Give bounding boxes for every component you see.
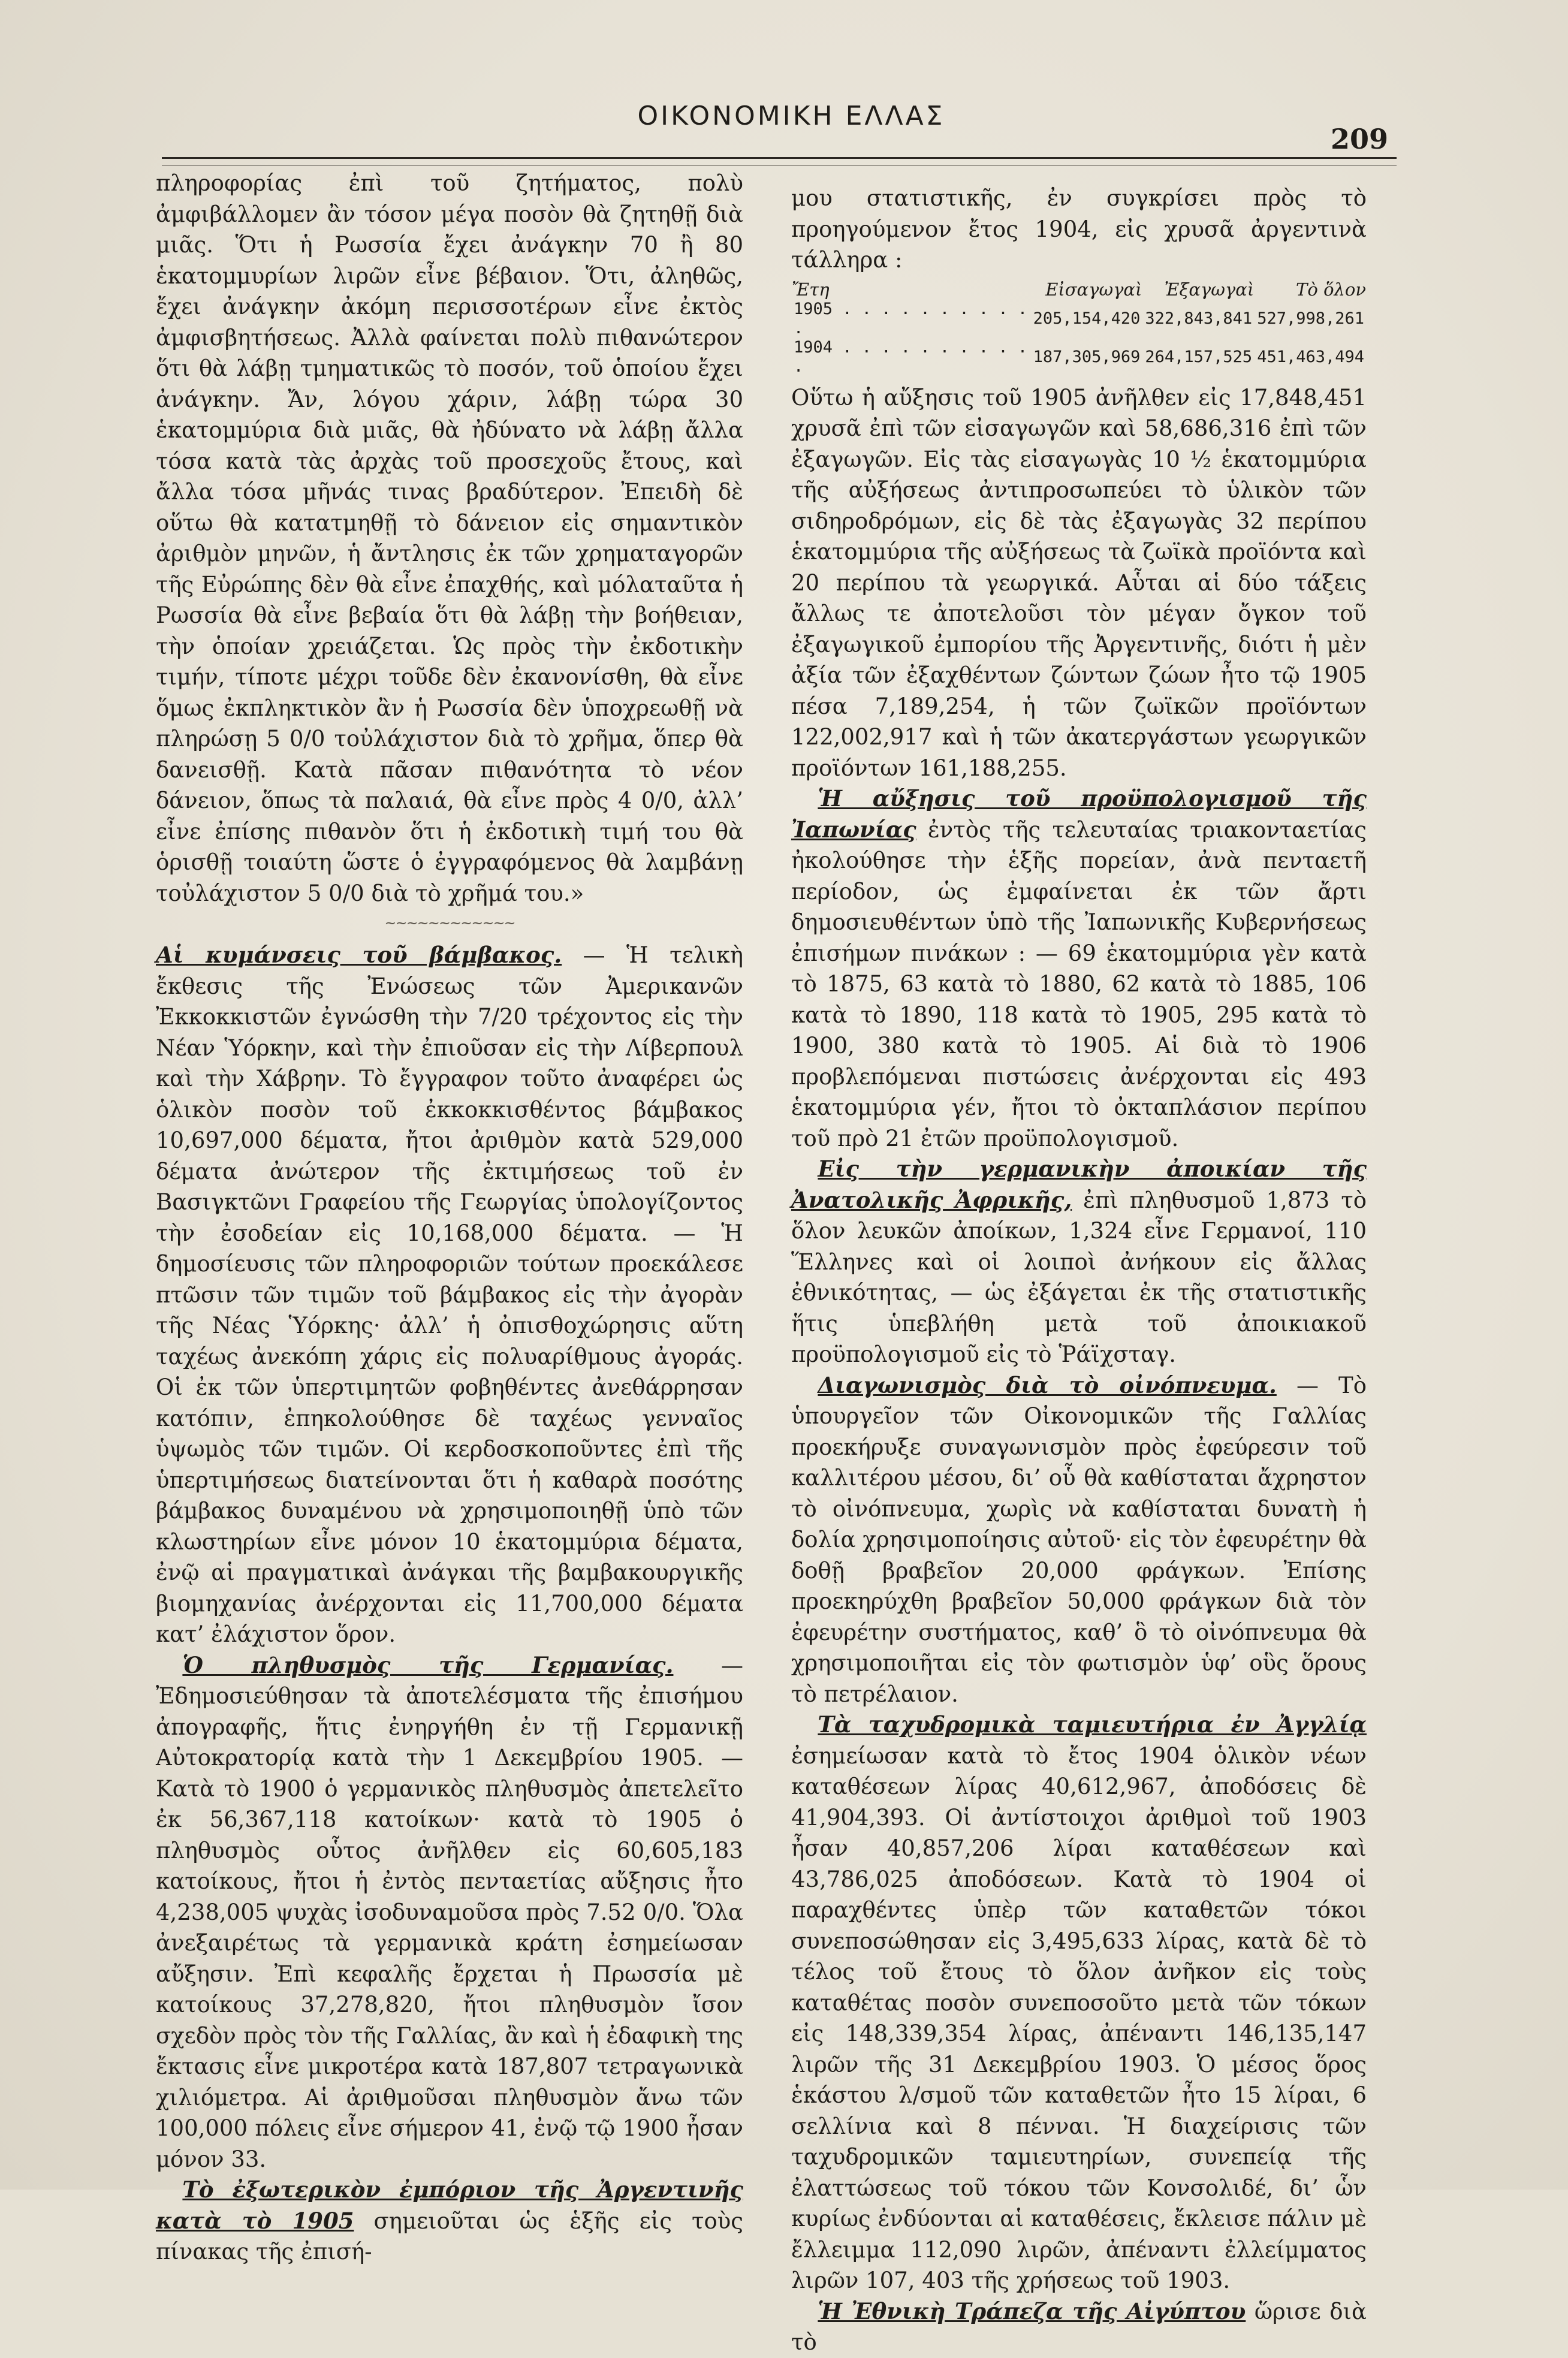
article-postal-savings [791, 1709, 1367, 2296]
section-body: ὥρισε διὰ τὸ [791, 2298, 1367, 2355]
section-body: ἐπὶ πληθυσμοῦ 1,873 τὸ ὅλον λευκῶν ἀποίκων, 1,324 εἶνε Γερμανοί, 110 Ἕλληνες καὶ οἱ λοιποὶ ἀνήκουν εἰς ἄλλας ἐθνικότητας, — ὡς ἐξάγεται ἐκ τῆς στατιστικῆς ἥτις ὑπεβλήθη μετὰ τοῦ ἀποικιακοῦ προϋπολογισμοῦ εἰς τὸ Ῥάϊχσταγ. [791, 1187, 1367, 1367]
section-body: — Τὸ ὑπουργεῖον τῶν Οἰκονομικῶν τῆς Γαλλίας προεκήρυξε συναγωνισμὸν πρὸς ἐφεύρεσιν τοῦ καλλιτέρου μέσου, δι’ οὗ θὰ καθίσταται ἄχρηστον τὸ οἰνόπνευμα, χωρὶς νὰ καθίσταται δυνατὴ ἡ δολία χρησιμοποίησις αὐτοῦ· εἰς τὸν ἐφευρέτην θὰ δοθῇ βραβεῖον 20,000 φράγκων. Ἐπίσης προεκηρύχθη βραβεῖον 50,000 φράγκων διὰ τὸν ἐφευρέτην συστήματος, καθ’ ὃ τὸ οἰνόπνευμα θὰ χρησιμοποιῆται εἰς τὸν φωτισμὸν ὑφ’ οὓς ὅρους τὸ πετρέλαιον. [791, 1372, 1367, 1707]
section-heading: Διαγωνισμὸς διὰ τὸ οἰνόπνευμα. [818, 1371, 1277, 1398]
table-cell: 451,463,494 [1257, 347, 1364, 366]
section-body: ἐντὸς τῆς τελευταίας τριακονταετίας ἠκολούθησε τὴν ἑξῆς πορείαν, ἀνὰ πενταετῆ περίοδον, ὡς ἐμφαίνεται ἐκ τῶν ἄρτι δημοσιευθέντων ὑπὸ τῆς Ἰαπωνικῆς Κυβερνήσεως ἐπισήμων πινάκων : — 69 ἑκατομμύρια γὲν κατὰ τὸ 1875, 63 κατὰ τὸ 1880, 62 κατὰ τὸ 1885, 106 κατὰ τὸ 1890, 118 κατὰ τὸ 1905, 295 κατὰ τὸ 1900, 380 κατὰ τὸ 1905. Αἱ διὰ τὸ 1906 προβλεπόμεναι πιστώσεις ἀνέρχονται εἰς 493 ἑκατομμύρια γέν, ἤτοι τὸ ὀκταπλάσιον περίπου τοῦ πρὸ 21 ἐτῶν προϋπολογισμοῦ. [791, 816, 1367, 1151]
table-header-cell: Ἔτη [792, 279, 830, 300]
section-body: ἐσημείωσαν κατὰ τὸ ἔτος 1904 ὁλικὸν νέων καταθέσεων λίρας 40,612,967, ἀποδόσεις δὲ 41,904,393. Οἱ ἀντίστοιχοι ἀριθμοὶ τοῦ 1903 ἦσαν 40,857,206 λίραι καταθέσεων καὶ 43,786,025 ἀποδόσεων. Κατὰ τὸ 1904 οἱ παραχθέντες ὑπὲρ τῶν καταθετῶν τόκοι συνεποσώθησαν εἰς 3,495,633 λίρας, κατὰ δὲ τὸ τέλος τοῦ ἔτους τὸ ὅλον ἀνῆκον εἰς τοὺς καταθέτας ποσὸν συνεποσοῦτο μετὰ τῶν τόκων εἰς 148,339,354 λίρας, ἀπέναντι 146,135,147 λιρῶν τῆς 31 Δεκεμβρίου 1903. Ὁ μέσος ὅρος ἑκάστου λ/σμοῦ τῶν καταθετῶν ἦτο 15 λίραι, 6 σελλίνια καὶ 8 πένναι. Ἡ διαχείρισις τῶν ταχυδρομικῶν ταμιευτηρίων, συνεπείᾳ τῆς ἐλαττώσεως τοῦ τόκου τῶν Κονσολιδέ, δι’ ὧν κυρίως ἐνδύονται αἱ καταθέσεις, ἔκλεισε πάλιν μὲ ἔλλειμμα 112,090 λιρῶν, ἀπέναντι ἐλλείμματος λιρῶν 107, 403 τῆς χρήσεως τοῦ 1903. [791, 1742, 1367, 2293]
running-header-title: OIKONOMIKH ΕΛΛΑΣ [637, 101, 945, 131]
section-heading: Ἡ αὔξησις τοῦ προϋπολογισμοῦ τῆς Ἰαπωνίας [791, 785, 1367, 843]
table-header-cell: Εἰσαγωγαὶ [1045, 279, 1142, 300]
article-paragraph: Οὕτω ἡ αὔξησις τοῦ 1905 ἀνῆλθεν εἰς 17,848,451 χρυσᾶ ἐπὶ τῶν εἰσαγωγῶν καὶ 58,686,316 ἐπὶ τῶν ἐξαγωγῶν. Εἰς τὰς εἰσαγωγὰς 10 ½ ἑκατομμύρια τῆς αὐξήσεως ἀντιπροσωπεύει τὸ ὑλικὸν τῶν σιδηροδρόμων, εἰς δὲ τὰς ἐξαγωγὰς 32 περίπου ἑκατομμύρια τῆς αὐξήσεως τὰ ζωϊκὰ προϊόντα καὶ 20 περίπου τὰ γεωργικά. Αὗται αἱ δύο τάξεις ἄλλως τε ἀποτελοῦσι τὸν μέγαν ὄγκον τοῦ ἐξαγωγικοῦ ἐμπορίου τῆς Ἀργεντινῆς, διότι ἡ μὲν ἀξία τῶν ἐξαχθέντων ζώντων ζώων ἦτο τῷ 1905 πέσα 7,189,254, ἡ τῶν ζωϊκῶν προϊόντων 122,002,917 καὶ ἡ τῶν ἀκατεργάστων γεωργικῶν προϊόντων 161,188,255. [791, 384, 1367, 781]
table-cell: 187,305,969 [1033, 347, 1141, 366]
table-cell: 264,157,525 [1145, 347, 1253, 366]
table-header-cell: Ἐξαγωγαὶ [1164, 279, 1255, 300]
section-heading: Ὁ πληθυσμὸς τῆς Γερμανίας. [182, 1651, 674, 1678]
table-row [791, 338, 1367, 376]
article-japan-budget [791, 783, 1367, 1154]
left-column [156, 168, 743, 2267]
section-heading: Τὸ ἐξωτερικὸν ἐμπόριον τῆς Ἀργεντινῆς κατὰ τὸ 1905 [156, 2176, 743, 2234]
article-germany-population [156, 1650, 743, 2175]
article-paragraph: μου στατιστικῆς, ἐν συγκρίσει πρὸς τὸ προηγούμενον ἔτος 1904, εἰς χρυσᾶ ἀργεντινὰ τάλληρα : [791, 185, 1367, 273]
article-egypt-bank [791, 2296, 1367, 2358]
table-header-cell: Τὸ ὅλον [1296, 279, 1366, 300]
table-cell: 322,843,841 [1145, 309, 1253, 328]
section-body: — Ἡ τελικὴ ἔκθεσις τῆς Ἐνώσεως τῶν Ἀμερικανῶν Ἐκκοκκιστῶν ἐγνώσθη τὴν 7/20 τρέχοντος εἰς τὴν Νέαν Ὑόρκην, καὶ τὴν ἐπιοῦσαν εἰς τὴν Λίβερπουλ καὶ τὴν Χάβρην. Τὸ ἔγγραφον τοῦτο ἀναφέρει ὡς ὁλικὸν ποσὸν τοῦ ἐκκοκκισθέντος βάμβακος 10,697,000 δέματα, ἤτοι ἀριθμὸν κατὰ 529,000 δέματα ἀνώτερον τῆς ἐκτιμήσεως τοῦ ἐν Βασιγκτῶνι Γραφείου τῆς Γεωργίας ὑπολογίζοντος τὴν ἐσοδείαν εἰς 10,168,000 δέματα. — Ἡ δημοσίευσις τῶν πληροφοριῶν τούτων προεκάλεσε πτῶσιν τῶν τιμῶν τοῦ βάμβακος εἰς τὴν ἀγορὰν τῆς Νέας Ὑόρκης· ἀλλ’ ἡ ὀπισθοχώρησις αὕτη ταχέως ἀνεκόπη χάρις εἰς πολυαρίθμους ἀγοράς. Οἱ ἐκ τῶν ὑπερτιμητῶν φοβηθέντες ἀνεθάρρησαν κατόπιν, ἐπηκολούθησε δὲ ταχέως γενναῖος ὑψωμὸς τῶν τιμῶν. Οἱ κερδοσκοποῦντες ἐπὶ τῆς ὑπερτιμήσεως διατείνονται ὅτι ἡ καθαρὰ ποσότης βάμβακος δυναμένου νὰ χρησιμοποιηθῇ ὑπὸ τῶν κλωστηρίων εἶνε μόνον 10 ἑκατομμύρια δέματα, ἐνῷ αἱ πραγματικαὶ ἀνάγκαι τῆς βαμβακουργικῆς βιομηχανίας ἀνέρχονται εἰς 11,700,000 δέματα κατ’ ἐλάχιστον ὅρον. [156, 942, 743, 1647]
table-cell: 1905 . . . . . . . . . . . [794, 299, 1028, 337]
section-heading: Αἱ κυμάνσεις τοῦ βάμβακος. [156, 942, 562, 968]
header-rule [162, 157, 1397, 165]
table-cell: 205,154,420 [1033, 309, 1141, 328]
section-heading: Εἰς τὴν γερμανικὴν ἀποικίαν τῆς Ἀνατολικῆς Ἀφρικῆς, [791, 1156, 1367, 1213]
article-argentina-trade [156, 2175, 743, 2267]
section-divider-ornament: ~~~~~~~~~~~~ [384, 915, 515, 931]
table-header-row [791, 279, 1367, 300]
page-number: 209 [1330, 123, 1388, 155]
article-paragraph: πληροφορίας ἐπὶ τοῦ ζητήματος, πολὺ ἀμφιβάλλομεν ἂν τόσον μέγα ποσὸν θὰ ζητηθῇ διὰ μιᾶς. Ὅτι ἡ Ρωσσία ἔχει ἀνάγκην 70 ἢ 80 ἑκατομμυρίων λιρῶν εἶνε βέβαιον. Ὅτι, ἀληθῶς, ἔχει ἀνάγκην ἀκόμη περισσοτέρων εἶνε ἐκτὸς ἀμφισβητήσεως. Ἀλλὰ φαίνεται πολὺ πιθανώτερον ὅτι θὰ λάβῃ τμηματικῶς τὸ ποσόν, τοῦ ὁποίου ἔχει ἀνάγκην. Ἄν, λόγου χάριν, λάβῃ τώρα 30 ἑκατομμύρια διὰ μιᾶς, θὰ ἠδύνατο νὰ λάβῃ ἄλλα τόσα κατὰ τὰς ἀρχὰς τοῦ προσεχοῦς ἔτους, καὶ ἄλλα τόσα μῆνάς τινας βραδύτερον. Ἐπειδὴ δὲ οὕτω θὰ κατατμηθῇ τὸ δάνειον εἰς σημαντικὸν ἀριθμὸν μηνῶν, ἡ ἄντλησις ἐκ τῶν χρηματαγορῶν τῆς Εὐρώπης δὲν θὰ εἶνε ἐπαχθής, καὶ μόλαταῦτα ἡ Ρωσσία θὰ εἶνε βεβαία ὅτι θὰ λάβῃ τὴν βοήθειαν, τὴν ὁποίαν χρειάζεται. Ὡς πρὸς τὴν ἐκδοτικὴν τιμήν, τίποτε μέχρι τοῦδε δὲν ἐκανονίσθη, θὰ εἶνε ὅμως ἐκπληκτικὸν ἂν ἡ Ρωσσία δὲν ὑποχρεωθῇ νὰ πληρώσῃ 5 0/0 τοὐλάχιστον διὰ τὸ χρῆμα, ὅπερ θὰ δανεισθῇ. Κατὰ πᾶσαν πιθανότητα τὸ νέον δάνειον, ὅπως τὰ παλαιά, θὰ εἶνε πρὸς 4 0/0, ἀλλ’ εἶνε ἐπίσης πιθανὸν ὅτι ἡ ἐκδοτικὴ τιμή του θὰ ὁρισθῇ τοιαύτη ὥστε ὁ ἐγγραφόμενος θὰ λαμβάνῃ τοὐλάχιστον 5 0/0 διὰ τὸ χρῆμά του.» [156, 170, 743, 906]
section-heading: Ἡ Ἐθνικὴ Τράπεζα τῆς Αἰγύπτου [818, 2297, 1246, 2324]
trade-table [791, 279, 1367, 376]
table-cell: 527,998,261 [1257, 309, 1364, 328]
section-body: — Ἐδημοσιεύθησαν τὰ ἀποτελέσματα τῆς ἐπισήμου ἀπογραφῆς, ἥτις ἐνηργήθη ἐν τῇ Γερμανικῇ Αὐτοκρατορίᾳ κατὰ τὴν 1 Δεκεμβρίου 1905. — Κατὰ τὸ 1900 ὁ γερμανικὸς πληθυσμὸς ἀπετελεῖτο ἐκ 56,367,118 κατοίκων· κατὰ τὸ 1905 ὁ πληθυσμὸς οὗτος ἀνῆλθεν εἰς 60,605,183 κατοίκους, ἤτοι ἡ ἐντὸς πενταετίας αὔξησις ἦτο 4,238,005 ψυχὰς ἰσοδυναμοῦσα πρὸς 7.52 0/0. Ὅλα ἀνεξαιρέτως τὰ γερμανικὰ κράτη ἐσημείωσαν αὔξησιν. Ἐπὶ κεφαλῆς ἔρχεται ἡ Πρωσσία μὲ κατοίκους 37,278,820, ἤτοι πληθυσμὸν ἴσον σχεδὸν πρὸς τὸν τῆς Γαλλίας, ἂν καὶ ἡ ἐδαφικὴ της ἔκτασις εἶνε μικροτέρα κατὰ 187,807 τετραγωνικὰ χιλιόμετρα. Αἱ ἀριθμοῦσαι πληθυσμὸν ἄνω τῶν 100,000 πόλεις εἶνε σήμερον 41, ἐνῷ τῷ 1900 ἦσαν μόνον 33. [156, 1652, 743, 2172]
table-cell: 1904 . . . . . . . . . . . [794, 337, 1028, 376]
section-body: σημειοῦται ὡς ἑξῆς εἰς τοὺς πίνακας τῆς ἐπισή- [156, 2208, 744, 2264]
table-row [791, 300, 1367, 338]
right-column [791, 183, 1367, 2358]
article-east-africa [791, 1154, 1367, 1370]
section-heading: Τὰ ταχυδρομικὰ ταμιευτήρια ἐν Ἀγγλίᾳ [818, 1711, 1367, 1738]
article-cotton [156, 940, 743, 1650]
article-alcohol-contest [791, 1370, 1367, 1710]
